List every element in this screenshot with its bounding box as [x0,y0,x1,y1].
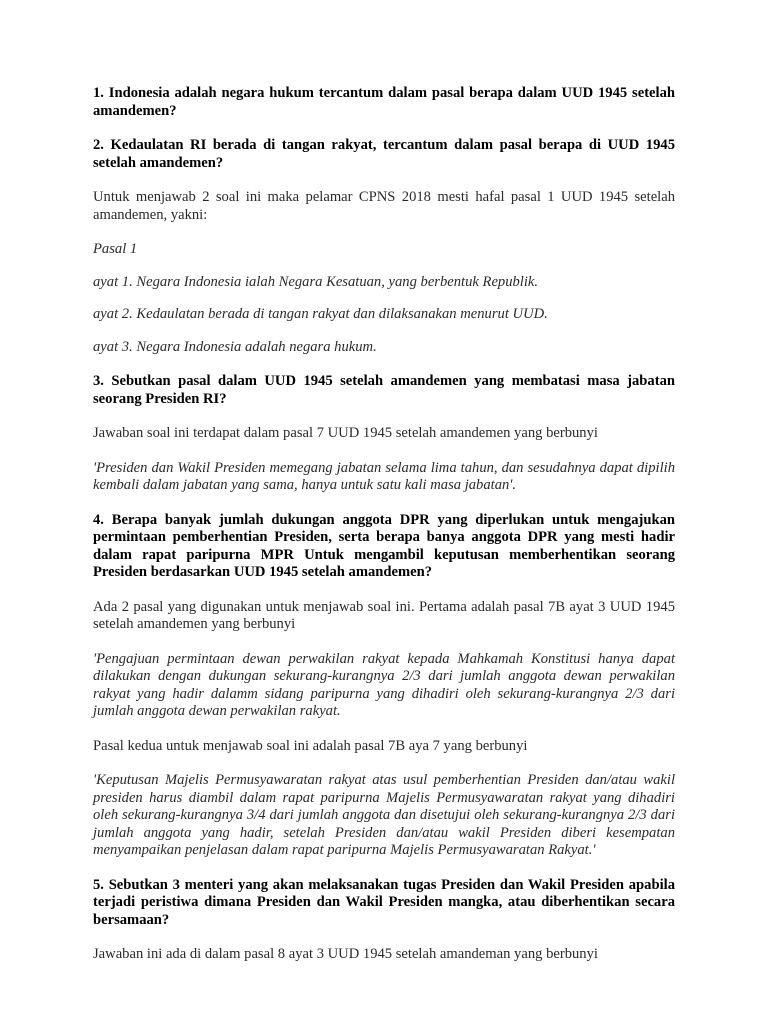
question-3: 3. Sebutkan pasal dalam UUD 1945 setelah amandemen yang membatasi masa jabatan seorang Presiden RI? [93,373,675,407]
question-1: 1. Indonesia adalah negara hukum tercantum dalam pasal berapa dalam UUD 1945 setelah amandemen? [93,85,675,119]
ayat-2: ayat 2. Kedaulatan berada di tangan rakyat dan dilaksanakan menurut UUD. [93,306,548,322]
ayat-3: ayat 3. Negara Indonesia adalah negara hukum. [93,338,377,355]
pasal-heading: Pasal 1 [93,241,138,257]
question-5: 5. Sebutkan 3 menteri yang akan melaksanakan tugas Presiden dan Wakil Presiden apabila terjadi peristiwa dimana Presiden dan Wakil Presiden mangka, atau diberhentikan secara bersamaan? [93,876,675,928]
answer-4-quote-1: 'Pengajuan permintaan dewan perwakilan rakyat kepada Mahkamah Konstitusi hanya dapat dilakukan dengan dukungan sekurang-kurangnya 2/3 dari jumlah anggota dewan perwakilan rakyat yang hadir dalamm sidang paripurna yang dihadiri oleh sekurang-kurangnya 2/3 dari jumlah anggota dewan perwakilan rakyat. [93,650,675,719]
answer-5-intro: Jawaban ini ada di dalam pasal 8 ayat 3 UUD 1945 setelah amandeman yang berbunyi [93,946,598,962]
answer-intro-1-2: Untuk menjawab 2 soal ini maka pelamar CPNS 2018 mesti hafal pasal 1 UUD 1945 setelah amandemen, yakni: [93,189,675,223]
answer-4-quote-2: 'Keputusan Majelis Permusyawaratan rakyat atas usul pemberhentian Presiden dan/atau wakil presiden harus diambil dalam rapat paripurna Majelis Permusyawaratan rakyat yang dihadiri oleh sekurang-kurangnya 3/4 dari jumlah anggota dan disetujui oleh sekurang-kurangnya 2/3 dari jumlah anggota yang hadir, setelah Presiden dan/atau wakil Presiden diberi kesempatan menyampaikan penjelasan dalam rapat paripurna Majelis Permusyawaratan Rakyat.' [93,772,675,858]
answer-3-quote: 'Presiden dan Wakil Presiden memegang jabatan selama lima tahun, dan sesudahnya dapat dipilih kembali dalam jabatan yang sama, hanya untuk satu kali masa jabatan'. [93,459,675,493]
question-2: 2. Kedaulatan RI berada di tangan rakyat, tercantum dalam pasal berapa di UUD 1945 setelah amandemen? [93,137,675,171]
answer-4-second-intro: Pasal kedua untuk menjawab soal ini adalah pasal 7B aya 7 yang berbunyi [93,737,528,754]
document-body [93,85,675,981]
answer-3-intro: Jawaban soal ini terdapat dalam pasal 7 UUD 1945 setelah amandemen yang berbunyi [93,425,598,441]
answer-4-intro: Ada 2 pasal yang digunakan untuk menjawab soal ini. Pertama adalah pasal 7B ayat 3 UUD 1945 setelah amandemen yang berbunyi [93,598,675,632]
question-4: 4. Berapa banyak jumlah dukungan anggota DPR yang diperlukan untuk mengajukan permintaan pemberhentian Presiden, serta berapa banya anggota DPR yang mesti hadir dalam rapat paripurna MPR Untuk mengambil keputusan memberhentikan seorang Presiden berdasarkan UUD 1945 setelah amandemen? [93,511,675,580]
ayat-1: ayat 1. Negara Indonesia ialah Negara Kesatuan, yang berbentuk Republik. [93,273,539,290]
